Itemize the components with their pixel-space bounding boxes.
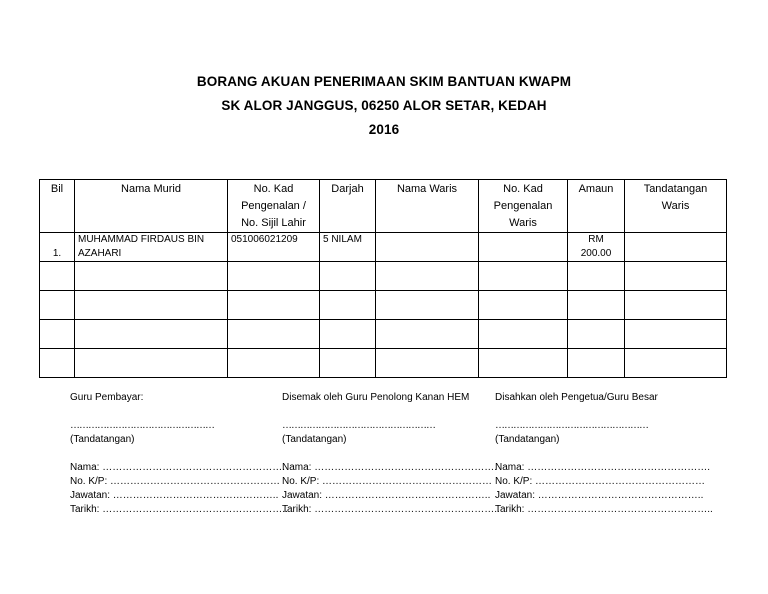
cell-darjah: 5 NILAM [320, 233, 376, 262]
cell-nama-line1: MUHAMMAD FIRDAUS BIN [78, 234, 205, 245]
tarikh-field: Tarikh: ……………………………………………….. [70, 504, 288, 515]
header-tandatangan-line1: Tandatangan [643, 183, 708, 195]
kp-field: No. K/P: …………………………………………… [70, 476, 281, 487]
signature-heading: Disahkan oleh Pengetua/Guru Besar [495, 392, 658, 403]
jawatan-field: Jawatan: ………………………………………….. [70, 490, 279, 501]
cell-nama-line2: AZAHARI [78, 248, 122, 259]
cell-bil: 1. [40, 233, 75, 262]
nama-field: Nama: ………………………………………………. [70, 462, 286, 473]
cell-no-kad: 051006021209 [228, 233, 320, 262]
signature-heading: Disemak oleh Guru Penolong Kanan HEM [282, 392, 470, 403]
cell-nama-waris [376, 233, 479, 262]
header-tandatangan [625, 180, 727, 233]
signature-block-guru-pembayar [70, 391, 288, 517]
kp-field: No. K/P: …………………………………………… [495, 476, 706, 487]
header-no-kad-line1: No. Kad [253, 183, 294, 195]
header-amaun: Amaun [568, 180, 625, 233]
table-row [40, 320, 727, 349]
header-nama-murid: Nama Murid [75, 180, 228, 233]
signature-block-guru-besar [495, 391, 713, 517]
header-no-kad-line3: No. Sijil Lahir [241, 217, 306, 229]
cell-amaun-line2: 200.00 [580, 248, 612, 259]
signature-label: (Tandatangan) [282, 434, 347, 445]
header-tandatangan-line2: Waris [661, 200, 690, 212]
table-row [40, 233, 727, 262]
header-nama-waris: Nama Waris [376, 180, 479, 233]
signature-line: ………………………………………… [70, 420, 214, 431]
nama-field: Nama: ………………………………………………. [282, 462, 498, 473]
signature-heading: Guru Pembayar: [70, 392, 144, 403]
kp-field: No. K/P: …………………………………………… [282, 476, 493, 487]
signature-line: …………………………………………… [282, 420, 435, 431]
table-row [40, 291, 727, 320]
signature-line: …………………………………………… [495, 420, 648, 431]
table-row [40, 349, 727, 378]
table-header-row [40, 180, 727, 233]
header-bil: Bil [40, 180, 75, 233]
jawatan-field: Jawatan: ………………………………………….. [282, 490, 491, 501]
cell-kad-waris [479, 233, 568, 262]
recipient-table [39, 179, 727, 378]
header-kad-waris-line3: Waris [509, 217, 537, 229]
cell-amaun-line1: RM [588, 234, 604, 245]
cell-nama-murid [75, 233, 228, 262]
title-line-1: BORANG AKUAN PENERIMAAN SKIM BANTUAN KWAPM [196, 74, 572, 89]
tarikh-field: Tarikh: ……………………………………………….. [282, 504, 500, 515]
title-line-2: SK ALOR JANGGUS, 06250 ALOR SETAR, KEDAH [221, 98, 547, 113]
signature-block-gpk-hem [282, 391, 500, 517]
cell-amaun [568, 233, 625, 262]
form-title [0, 70, 768, 142]
jawatan-field: Jawatan: ………………………………………….. [495, 490, 704, 501]
cell-tandatangan [625, 233, 727, 262]
nama-field: Nama: ………………………………………………. [495, 462, 711, 473]
header-no-kad-line2: Pengenalan / [241, 200, 306, 212]
header-kad-waris [479, 180, 568, 233]
title-line-3: 2016 [368, 122, 400, 137]
header-no-kad [228, 180, 320, 233]
header-kad-waris-line2: Pengenalan [493, 200, 553, 212]
header-darjah: Darjah [320, 180, 376, 233]
tarikh-field: Tarikh: ……………………………………………….. [495, 504, 713, 515]
header-kad-waris-line1: No. Kad [503, 183, 543, 195]
signature-label: (Tandatangan) [70, 434, 135, 445]
table-row [40, 262, 727, 291]
signature-label: (Tandatangan) [495, 434, 560, 445]
